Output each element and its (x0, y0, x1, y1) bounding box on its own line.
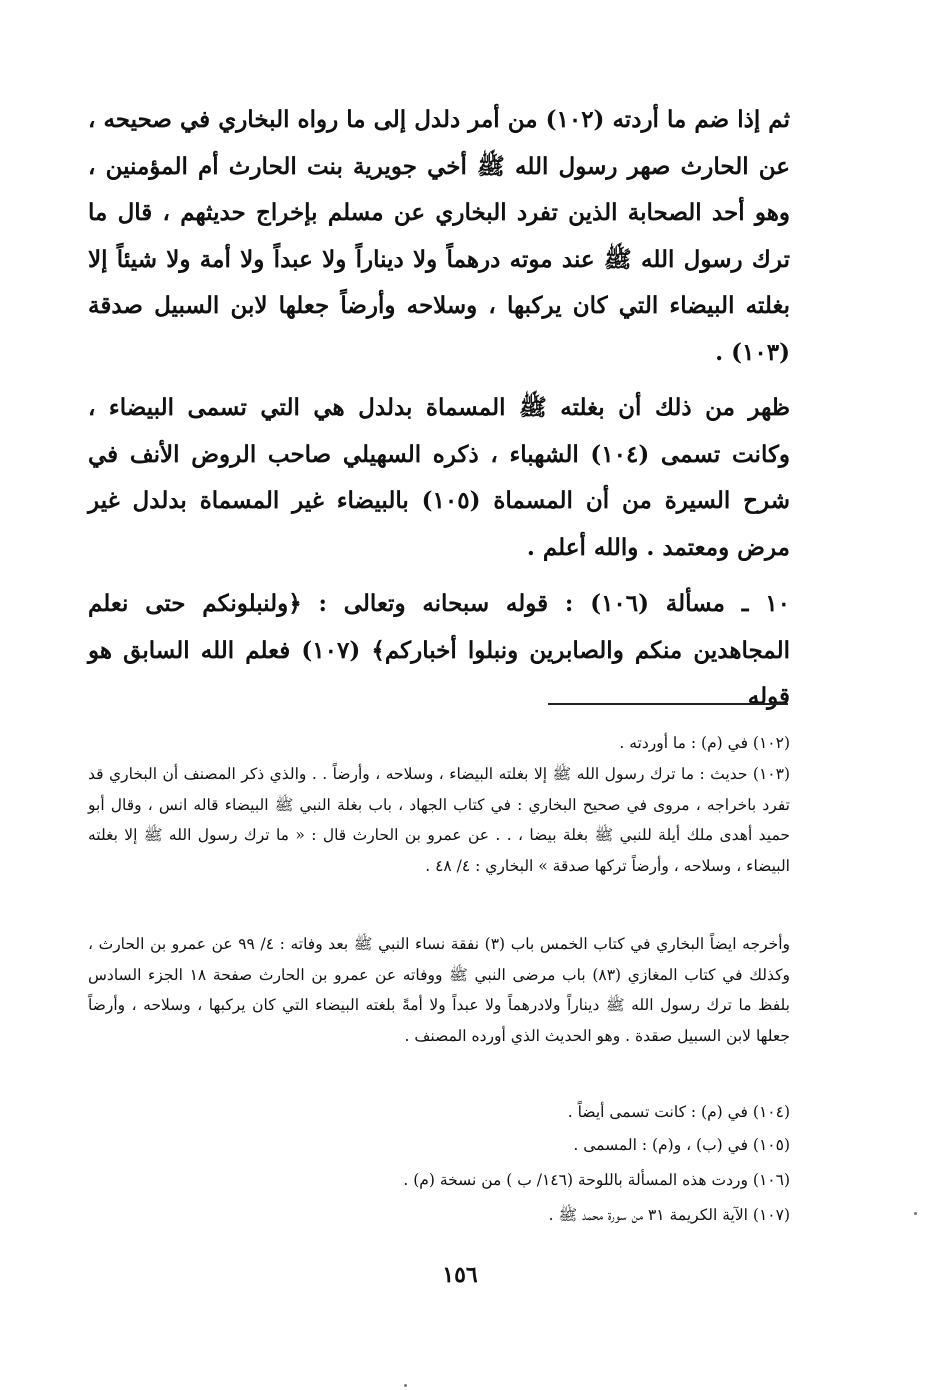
footnote-separator (548, 703, 788, 705)
body-paragraph-1: ثم إذا ضم ما أردته (١٠٢) من أمر دلدل إلى ما رواه البخاري في صحيحه ، عن الحارث صهر رسول الله ﷺ أخي جويرية بنت الحارث أم المؤمنين ، وهو أحد الصحابة الذين تفرد البخاري عن مسلم بإخراج حديثهم ، قال ما ترك رسول الله ﷺ عند موته درهماً ولا ديناراً ولا عبداً ولا أمة ولا شيئاً إلا بغلته البيضاء التي كان يركبها ، وسلاحه وأرضاً جعلها لابن السبيل صدقة (١٠٣) . (88, 106, 790, 366)
issue-heading: ١٠ ـ مسألة (١٠٦) (590, 590, 791, 617)
scan-speck (914, 1212, 917, 1215)
footnote-104: (١٠٤) في (م) : كانت تسمى أيضاً . (567, 1103, 790, 1121)
issue-intro: : قوله سبحانه وتعالى : (301, 590, 591, 617)
footnote-103-continued: وأخرجه ايضاً البخاري في كتاب الخمس باب (٣) نفقة نساء النبي ﷺ بعد وفاته : ٤/ ٩٩ عن عمرو بن الحارث ، وكذلك في كتاب المغازي (٨٣) باب مرضى النبي ﷺ ووفاته عن عمرو بن الحارث صفحة ١٨ الجزء السادس بلفظ ما ترك رسول الله ﷺ ديناراً ولادرهماً ولا عبداً ولا أمةً بلغته البيضاء التي كان يركبها ، وسلاحه ، وأرضاً جعلها لابن السبيل صقدة . وهو الحديث الذي أورده المصنف . (88, 935, 790, 1045)
footnote-106: (١٠٦) وردت هذه المسألة باللوحة (١٤٦/ ب ) من نسخة (م) . (403, 1171, 790, 1189)
page-number: ١٥٦ (442, 1262, 478, 1288)
footnote-107: (١٠٧) الآية الكريمة ٣١ من سورة محمد ﷺ . (548, 1206, 790, 1224)
footnote-103: (١٠٣) حديث : ما ترك رسول الله ﷺ إلا بغلته البيضاء ، وسلاحه ، وأرضاً . . والذي ذكر المصنف أن البخاري قد تفرد باخراجه ، مروى في صحيح البخاري : في كتاب الجهاد ، باب بغلة النبي ﷺ البيضاء قاله انس ، وقال أبو حميد أهدى ملك أيلة للنبي ﷺ بغلة بيضا ، . . عن عمرو بن الحارث قال : « ما ترك رسول الله ﷺ إلا بغلته البيضاء ، وسلاحه ، وأرضاً تركها صدقة » البخاري : ٤/ ٤٨ . (88, 765, 790, 875)
body-paragraph-3 (88, 581, 790, 721)
issue-continuation: (١٠٧) فعلم الله السابق هو قوله (88, 636, 790, 710)
footnote-105: (١٠٥) في (ب) ، و(م) : المسمى . (573, 1136, 790, 1154)
footnote-102: (١٠٢) في (م) : ما أوردته . (619, 734, 790, 752)
quranic-verse: ﴿ولنبلونكم حتى نعلم المجاهدين منكم والصابرين ونبلوا أخباركم﴾ (88, 590, 790, 664)
scan-speck (404, 1384, 407, 1387)
body-paragraph-2: ظهر من ذلك أن بغلته ﷺ المسماة بدلدل هي التي تسمى البيضاء ، وكانت تسمى (١٠٤) الشهباء ، ذكره السهيلي صاحب الروض الأنف في شرح السيرة من أن المسماة (١٠٥) بالبيضاء غير المسماة بدلدل غير مرض ومعتمد . والله أعلم . (88, 394, 791, 561)
